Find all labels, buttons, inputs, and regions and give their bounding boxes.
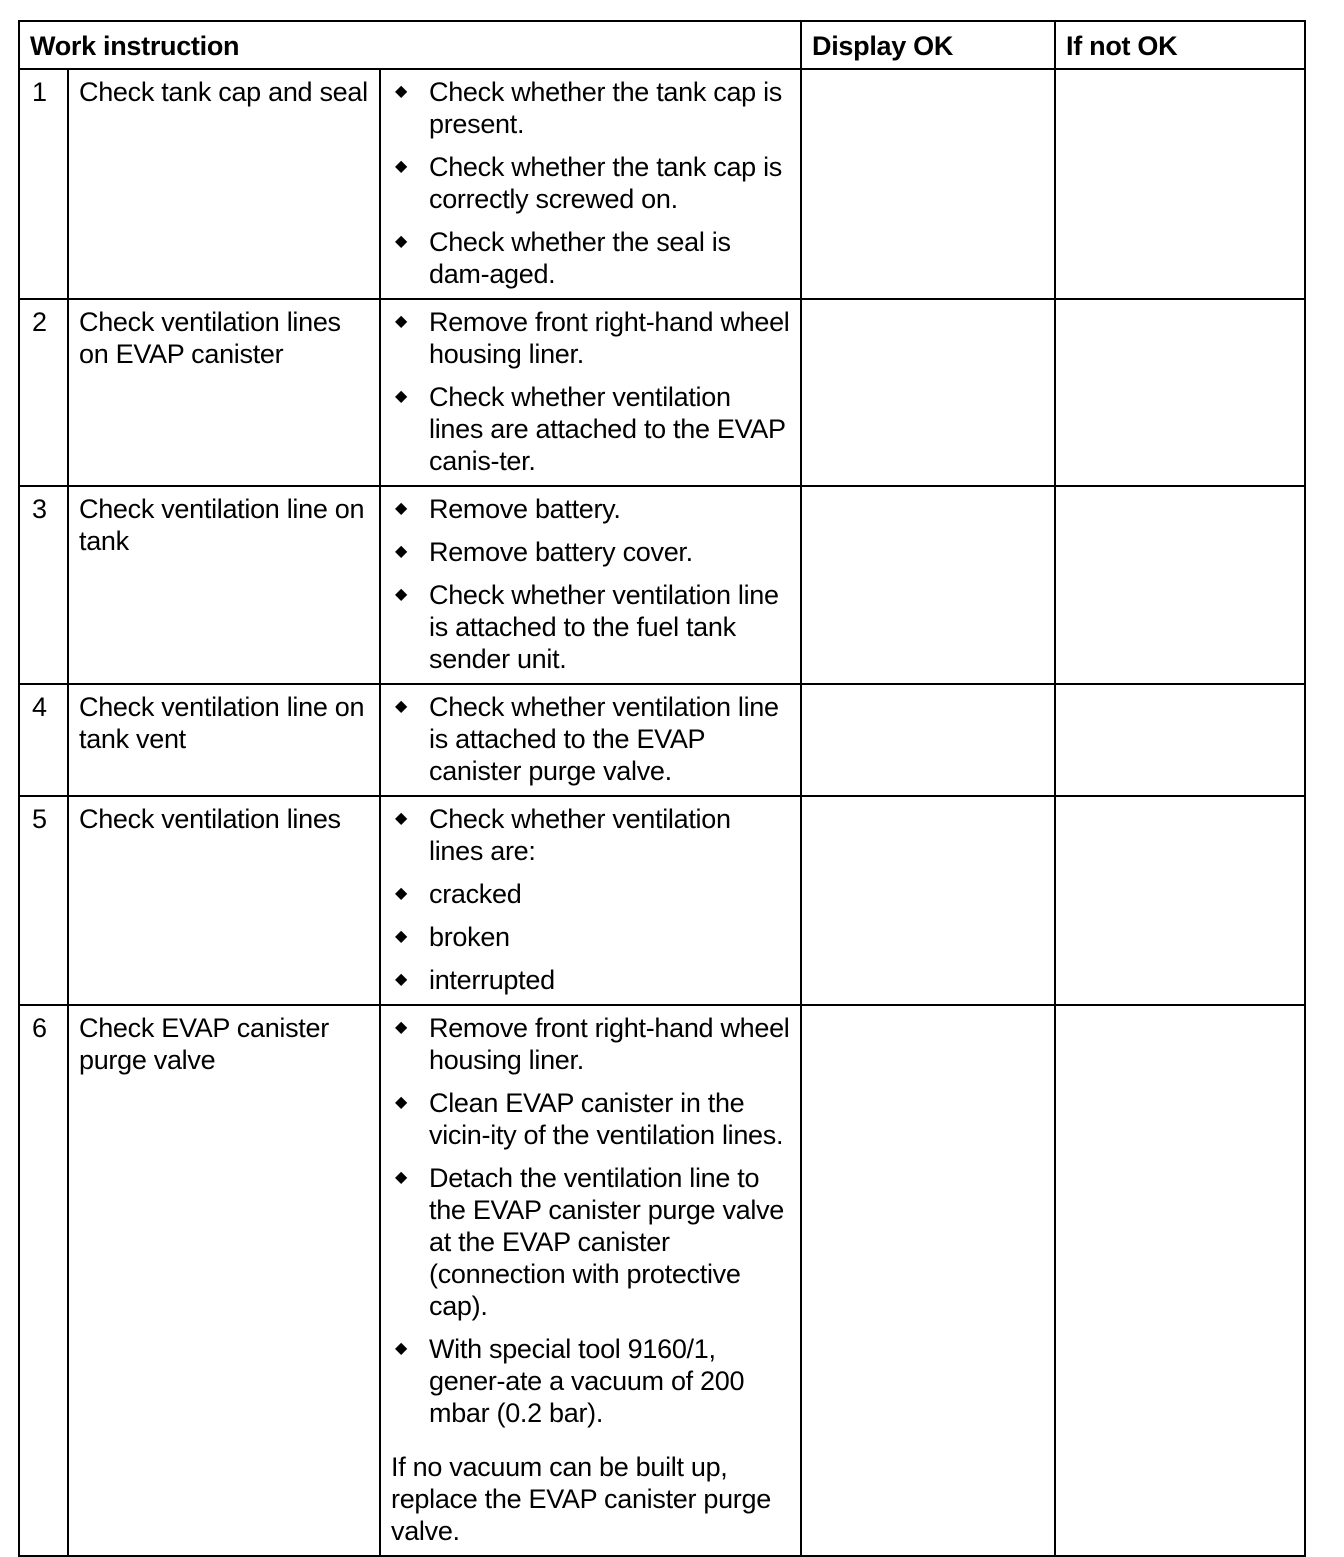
- if-not-ok-cell[interactable]: [1055, 1005, 1305, 1556]
- row-number: 3: [19, 486, 68, 684]
- if-not-ok-cell[interactable]: [1055, 486, 1305, 684]
- step-text: broken: [429, 922, 510, 952]
- row-number: 2: [19, 299, 68, 486]
- row-title: Check ventilation line on tank vent: [68, 684, 380, 796]
- diamond-bullet-icon: ◆: [395, 83, 408, 100]
- diamond-bullet-icon: ◆: [395, 233, 408, 250]
- step-note: If no vacuum can be built up, replace the EVAP canister purge valve.: [391, 1452, 771, 1546]
- diamond-bullet-icon: ◆: [395, 1169, 408, 1186]
- if-not-ok-cell[interactable]: [1055, 69, 1305, 299]
- header-if-not-ok: If not OK: [1055, 21, 1305, 69]
- header-row: [19, 21, 1305, 69]
- row-title: Check ventilation lines on EVAP canister: [68, 299, 380, 486]
- display-ok-cell[interactable]: [801, 1005, 1055, 1556]
- step-text: Check whether ventilation line is attached to the fuel tank sender unit.: [429, 580, 779, 674]
- step-text: Check whether the tank cap is present.: [429, 77, 782, 139]
- step-text: Remove front right-hand wheel housing liner.: [429, 1013, 790, 1075]
- table-row: [19, 684, 1305, 796]
- step-text: interrupted: [429, 965, 555, 995]
- display-ok-cell[interactable]: [801, 796, 1055, 1005]
- row-steps: [380, 299, 801, 486]
- if-not-ok-cell[interactable]: [1055, 796, 1305, 1005]
- header-display-ok: Display OK: [801, 21, 1055, 69]
- diamond-bullet-icon: ◆: [395, 313, 408, 330]
- step-text: Check whether ventilation lines are:: [429, 804, 731, 866]
- table-row: [19, 486, 1305, 684]
- row-title: Check tank cap and seal: [68, 69, 380, 299]
- row-steps: [380, 796, 801, 1005]
- row-title: Check ventilation lines: [68, 796, 380, 1005]
- row-number: 5: [19, 796, 68, 1005]
- step-text: Detach the ventilation line to the EVAP canister purge valve at the EVAP canister (connection with protective cap).: [429, 1163, 785, 1321]
- table-row: [19, 1005, 1305, 1556]
- row-steps: [380, 486, 801, 684]
- display-ok-cell[interactable]: [801, 684, 1055, 796]
- list-item: [391, 1162, 790, 1322]
- diamond-bullet-icon: ◆: [395, 698, 408, 715]
- diamond-bullet-icon: ◆: [395, 810, 408, 827]
- row-title: Check ventilation line on tank: [68, 486, 380, 684]
- step-text: Check whether the seal is dam-aged.: [429, 227, 731, 289]
- row-steps: [380, 69, 801, 299]
- diamond-bullet-icon: ◆: [395, 1094, 408, 1111]
- list-item: [391, 306, 790, 370]
- step-text: Check whether ventilation lines are attached to the EVAP canis-ter.: [429, 382, 786, 476]
- row-number: 4: [19, 684, 68, 796]
- diamond-bullet-icon: ◆: [395, 543, 408, 560]
- list-item: [391, 493, 790, 525]
- work-instruction-table: [18, 20, 1306, 1557]
- list-item: [391, 381, 790, 477]
- row-title: Check EVAP canister purge valve: [68, 1005, 380, 1556]
- row-steps: [380, 684, 801, 796]
- list-item: [391, 226, 790, 290]
- list-item: [391, 921, 790, 953]
- step-text: Check whether ventilation line is attached to the EVAP canister purge valve.: [429, 692, 779, 786]
- diamond-bullet-icon: ◆: [395, 586, 408, 603]
- list-item: [391, 964, 790, 996]
- list-item: [391, 1333, 790, 1429]
- diamond-bullet-icon: ◆: [395, 928, 408, 945]
- diamond-bullet-icon: ◆: [395, 971, 408, 988]
- diamond-bullet-icon: ◆: [395, 885, 408, 902]
- step-text: Remove front right-hand wheel housing liner.: [429, 307, 790, 369]
- diamond-bullet-icon: ◆: [395, 1340, 408, 1357]
- diamond-bullet-icon: ◆: [395, 1019, 408, 1036]
- display-ok-cell[interactable]: [801, 486, 1055, 684]
- list-item: [391, 803, 790, 867]
- list-item: [391, 536, 790, 568]
- list-item: [391, 691, 790, 787]
- step-text: Remove battery.: [429, 494, 621, 524]
- row-number: 6: [19, 1005, 68, 1556]
- diamond-bullet-icon: ◆: [395, 388, 408, 405]
- diamond-bullet-icon: ◆: [395, 500, 408, 517]
- display-ok-cell[interactable]: [801, 69, 1055, 299]
- table-row: [19, 299, 1305, 486]
- row-steps: [380, 1005, 801, 1556]
- table-row: [19, 796, 1305, 1005]
- list-item: [391, 151, 790, 215]
- row-number: 1: [19, 69, 68, 299]
- display-ok-cell[interactable]: [801, 299, 1055, 486]
- list-item: [391, 76, 790, 140]
- list-item: [391, 1087, 790, 1151]
- header-work-instruction: Work instruction: [19, 21, 801, 69]
- if-not-ok-cell[interactable]: [1055, 684, 1305, 796]
- diamond-bullet-icon: ◆: [395, 158, 408, 175]
- list-item: [391, 1012, 790, 1076]
- list-item: [391, 579, 790, 675]
- step-text: Remove battery cover.: [429, 537, 693, 567]
- step-text: cracked: [429, 879, 522, 909]
- step-text: Check whether the tank cap is correctly screwed on.: [429, 152, 782, 214]
- table-row: [19, 69, 1305, 299]
- step-text: With special tool 9160/1, gener-ate a vacuum of 200 mbar (0.2 bar).: [429, 1334, 745, 1428]
- step-text: Clean EVAP canister in the vicin-ity of the ventilation lines.: [429, 1088, 784, 1150]
- if-not-ok-cell[interactable]: [1055, 299, 1305, 486]
- list-item: [391, 878, 790, 910]
